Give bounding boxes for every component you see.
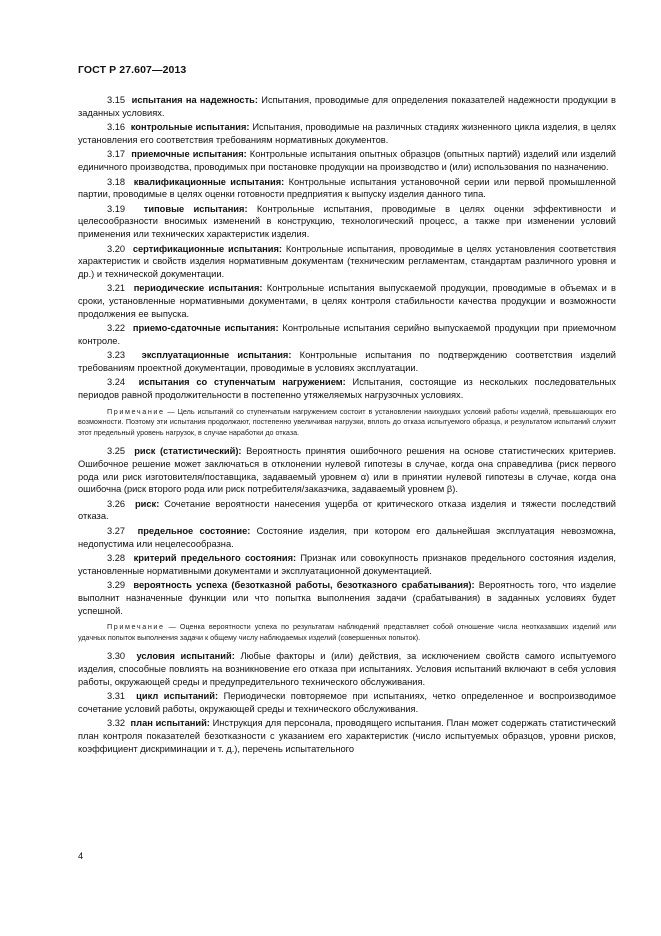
entry-term: приемочные испытания: xyxy=(131,149,247,160)
entry-text: Периодически повторяемое при испытаниях, четко определенное и воспроизводимое сочетание условий работы, окружающей среды и технического обслуживания. xyxy=(78,691,616,714)
note-label: Примечание xyxy=(107,406,165,416)
note xyxy=(78,407,616,439)
entry-number: 3.19 xyxy=(107,203,126,214)
entry-text: Контрольные испытания по подтверждению соответствия изделий требованиям проектной документации, проводимые в условиях эксплуатации. xyxy=(78,350,616,373)
definition-entry xyxy=(78,717,616,755)
entry-text: Контрольные испытания, проводимые в целях установления соответствия характеристик и свойств изделия нормативным документам (техническим регламентам, стандартам различного уровня и др.) и технической документации. xyxy=(78,243,616,279)
definition-entry xyxy=(78,498,616,523)
entry-number: 3.26 xyxy=(107,498,126,509)
entry-term: риск: xyxy=(134,498,160,509)
entry-text: Контрольные испытания установочной серии или первой промышленной партии, проводимые в целях оценки готовности предприятия к выпуску изделия данного типа. xyxy=(78,176,616,200)
entry-term: периодические испытания: xyxy=(133,283,263,294)
entry-term: эксплуатационные испытания: xyxy=(141,350,292,361)
definition-entry xyxy=(78,121,616,146)
document-body xyxy=(78,94,616,757)
entry-term: риск (статистический): xyxy=(134,446,242,457)
definition-entry xyxy=(78,148,616,173)
entry-text: Вероятность того, что изделие выполнит назначенные функции или что попытка выполнения задачи (срабатывания) в заданных условиях будет успешной. xyxy=(78,580,617,616)
entry-term: план испытаний: xyxy=(130,718,210,729)
definition-entry xyxy=(78,176,616,201)
entry-term: типовые испытания: xyxy=(143,203,248,214)
entry-number: 3.28 xyxy=(107,553,126,564)
note-text: — Оценка вероятности успеха по результатам наблюдений представляет собой отношение числа неотказавших изделий или удачных попыток выполнения задачи к общему числу наблюдаемых изделий (совершенных попыток). xyxy=(78,622,616,642)
definition-entry xyxy=(78,552,616,577)
entry-number: 3.27 xyxy=(107,526,126,536)
entry-term: контрольные испытания: xyxy=(130,122,250,133)
definition-entry xyxy=(78,243,616,281)
definition-entry xyxy=(78,579,616,617)
entry-text: Сочетание вероятности нанесения ущерба от критического отказа изделия и тяжести последствий отказа. xyxy=(78,498,616,522)
entry-text: Контрольные испытания выпускаемой продукции, проводимые в объемах и в сроки, установленные нормативными документами, в целях контроля стабильности качества продукции и возможности продолжения ее выпуска. xyxy=(78,283,616,319)
entry-number: 3.29 xyxy=(107,580,126,591)
entry-text: Любые факторы и (или) действия, за исключением свойств самого испытуемого изделия, способные повлиять на возникновение его отказа при испытаниях. Условия испытаний включают в себя условия работы, окружающей среды и предупредительного технического обслуживания. xyxy=(78,651,616,687)
entry-number: 3.16 xyxy=(107,122,126,133)
definition-entry xyxy=(78,282,616,320)
entry-text: Контрольные испытания, проводимые в целях оценки эффективности и целесообразности вносимых изменений в конструкцию, технологический процесс, а также при изменении условий применения или технических характеристик изделия. xyxy=(78,203,616,239)
entry-term: критерий предельного состояния: xyxy=(133,553,297,564)
definition-entry xyxy=(78,525,616,550)
note-label: Примечание xyxy=(107,622,165,632)
entry-text: Состояние изделия, при котором его дальнейшая эксплуатация невозможна, недопустима или нецелесообразна. xyxy=(78,526,616,549)
entry-number: 3.15 xyxy=(107,95,126,105)
entry-number: 3.20 xyxy=(107,243,126,254)
entry-number: 3.21 xyxy=(107,283,126,294)
entry-text: Вероятность принятия ошибочного решения на основе статистических критериев. Ошибочное решение может заключаться в отклонении нулевой гипотезы в случае, когда она справедлива (риск первого рода или риск изготовителя/поставщика, задаваемый уровнем α) или в принятии нулевой гипотезы в случае, когда она ошибочна (риск второго рода или риск потребителя/заказчика, задаваемый уровнем β). xyxy=(78,446,616,495)
entry-text: Признак или совокупность признаков предельного состояния изделия, установленные нормативными документами и эксплуатационной документацией. xyxy=(78,553,617,576)
entry-text: Контрольные испытания серийно выпускаемой продукции при приемочном контроле. xyxy=(78,323,616,346)
entry-text: Инструкция для персонала, проводящего испытания. План может содержать статистический план контроля показателей безотказности с указанием его характеристик (число испытуемых образцов, уровни рисков, коэффициент дискриминации и т. д.), перечень испытательного xyxy=(78,718,617,754)
entry-term: испытания на надежность: xyxy=(131,95,258,105)
entry-number: 3.22 xyxy=(107,323,126,334)
entry-term: цикл испытаний: xyxy=(136,691,219,702)
entry-number: 3.31 xyxy=(107,691,126,702)
entry-term: сертификационные испытания: xyxy=(132,243,283,254)
entry-number: 3.30 xyxy=(107,651,126,662)
entry-text: Испытания, состоящие из нескольких последовательных периодов равной продолжительности в постепенно утяжеляемых нагрузочных условиях. xyxy=(78,377,616,401)
entry-number: 3.32 xyxy=(107,718,126,729)
entry-term: квалификационные испытания: xyxy=(133,176,285,187)
note-text: — Цель испытаний со ступенчатым нагружением состоит в установлении наихудших условий работы изделий, превышающих его возможности. Поэтому эти испытания продолжают, постепенно увеличивая нагрузки, вплоть до отказа испытуемого образца, и результатом испытаний служит этот предельный уровень нагрузок, в случае наработки до отказа. xyxy=(78,406,617,437)
definition-entry xyxy=(78,203,616,241)
entry-text: Контрольные испытания опытных образцов (опытных партий) изделий или изделий единичного производства, проводимых при постановке продукции на производство и (или) использования по назначению. xyxy=(78,149,616,172)
entry-number: 3.25 xyxy=(107,446,126,457)
page-header: ГОСТ Р 27.607—2013 xyxy=(78,64,187,76)
entry-term: испытания со ступенчатым нагружением: xyxy=(138,377,346,388)
entry-term: приемо-сдаточные испытания: xyxy=(132,323,279,334)
definition-entry xyxy=(78,376,616,401)
entry-term: предельное состояние: xyxy=(137,526,251,536)
entry-text: Испытания, проводимые на различных стадиях жизненного цикла изделия, в целях установления его соответствия требованиям нормативных документов. xyxy=(78,122,617,145)
definition-entry xyxy=(78,445,616,495)
entry-number: 3.18 xyxy=(107,176,126,187)
entry-number: 3.24 xyxy=(107,377,126,388)
note xyxy=(78,622,616,643)
page-number: 4 xyxy=(78,851,84,861)
entry-number: 3.23 xyxy=(107,350,126,361)
entry-term: условия испытаний: xyxy=(136,651,235,662)
definition-entry xyxy=(78,650,616,688)
definition-entry xyxy=(78,690,616,715)
definition-entry xyxy=(78,322,616,347)
entry-number: 3.17 xyxy=(107,149,126,160)
definition-entry xyxy=(78,94,616,119)
definition-entry xyxy=(78,349,616,374)
entry-text: Испытания, проводимые для определения показателей надежности продукции в заданных условиях. xyxy=(78,95,616,118)
entry-term: вероятность успеха (безотказной работы, безотказного срабатывания): xyxy=(133,580,475,591)
